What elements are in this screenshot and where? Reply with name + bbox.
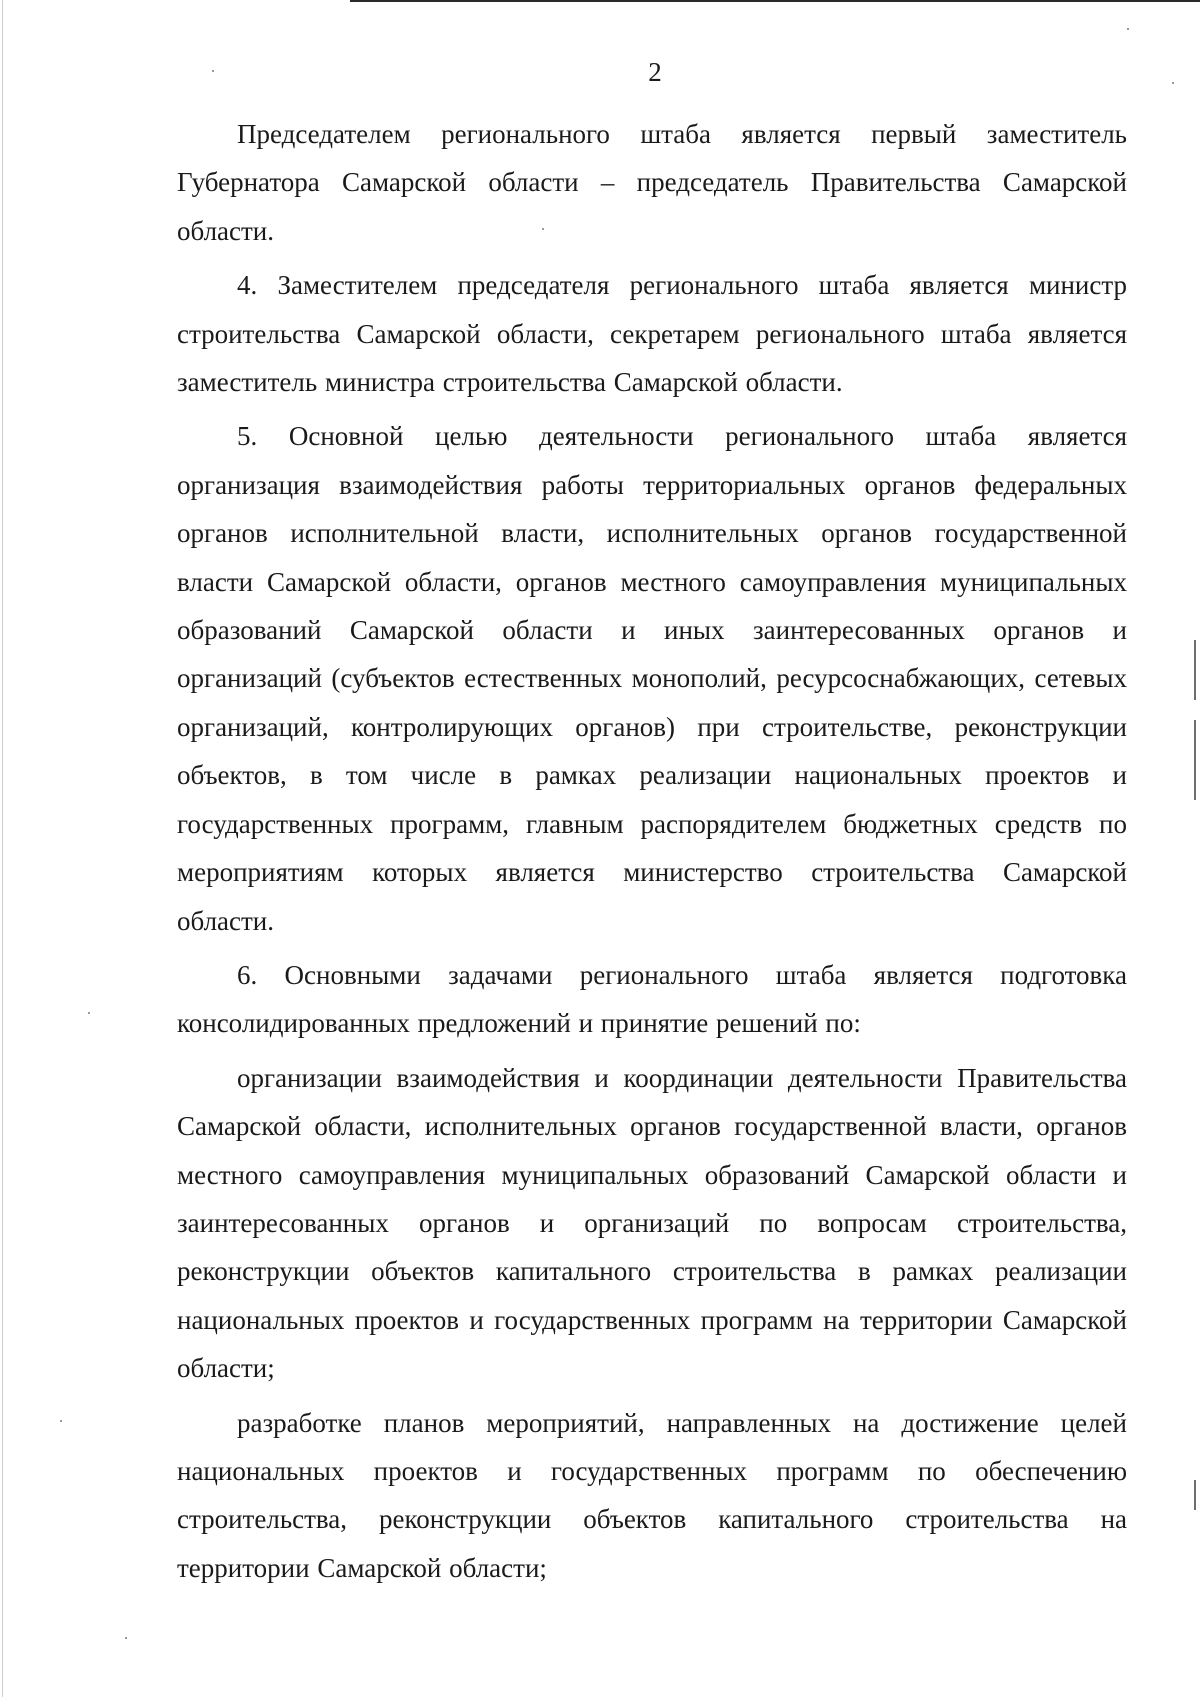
scan-edge-top: [350, 0, 1200, 2]
scan-mark: [1194, 720, 1196, 800]
scan-speck: [60, 1420, 62, 1422]
scan-speck: [1127, 28, 1129, 30]
paragraph-chairman: Председателем регионального штаба является первый заместитель Губернатора Самарской области – председатель Правительства Самарской области.: [177, 119, 1127, 246]
document-body: [177, 110, 1127, 1592]
scan-mark: [1194, 1480, 1196, 1510]
paragraph-6: 6. Основными задачами регионального штаба является подготовка консолидированных предложений и принятие решений по:: [177, 959, 1127, 1039]
paragraph-6-item-1: организации взаимодействия и координации деятельности Правительства Самарской области, исполнительных органов государственной власти, органов местного самоуправления муниципальных образований Самарской области и заинтересованных органов и организаций по вопросам строительства, реконструкции объектов капитального строительства в рамках реализации национальных проектов и государственных программ на территории Самарской области;: [177, 1062, 1127, 1384]
scan-edge-left: [2, 0, 3, 1697]
page-number: 2: [648, 57, 662, 87]
paragraph-6-item-2: разработке планов мероприятий, направленных на достижение целей национальных проектов и государственных программ по обеспечению строительства, реконструкции объектов капитального строительства на территории Самарской области;: [177, 1407, 1127, 1583]
paragraph-4: 4. Заместителем председателя регионального штаба является министр строительства Самарской области, секретарем регионального штаба является заместитель министра строительства Самарской области.: [177, 270, 1127, 398]
scan-speck: [125, 1637, 127, 1639]
scan-speck: [88, 1012, 90, 1014]
paragraph-5: 5. Основной целью деятельности регионального штаба является организация взаимодействия работы территориальных органов федеральных органов исполнительной власти, исполнительных органов государственной власти Самарской области, органов местного самоуправления муниципальных образований Самарской области и иных заинтересованных органов и организаций (субъектов естественных монополий, ресурсоснабжающих, сетевых организаций, контролирующих органов) при строительстве, реконструкции объектов, в том числе в рамках реализации национальных проектов и государственных программ, главным распорядителем бюджетных средств по мероприятиям которых является министерство строительства Самарской области.: [177, 421, 1127, 936]
scan-mark: [1194, 640, 1196, 700]
